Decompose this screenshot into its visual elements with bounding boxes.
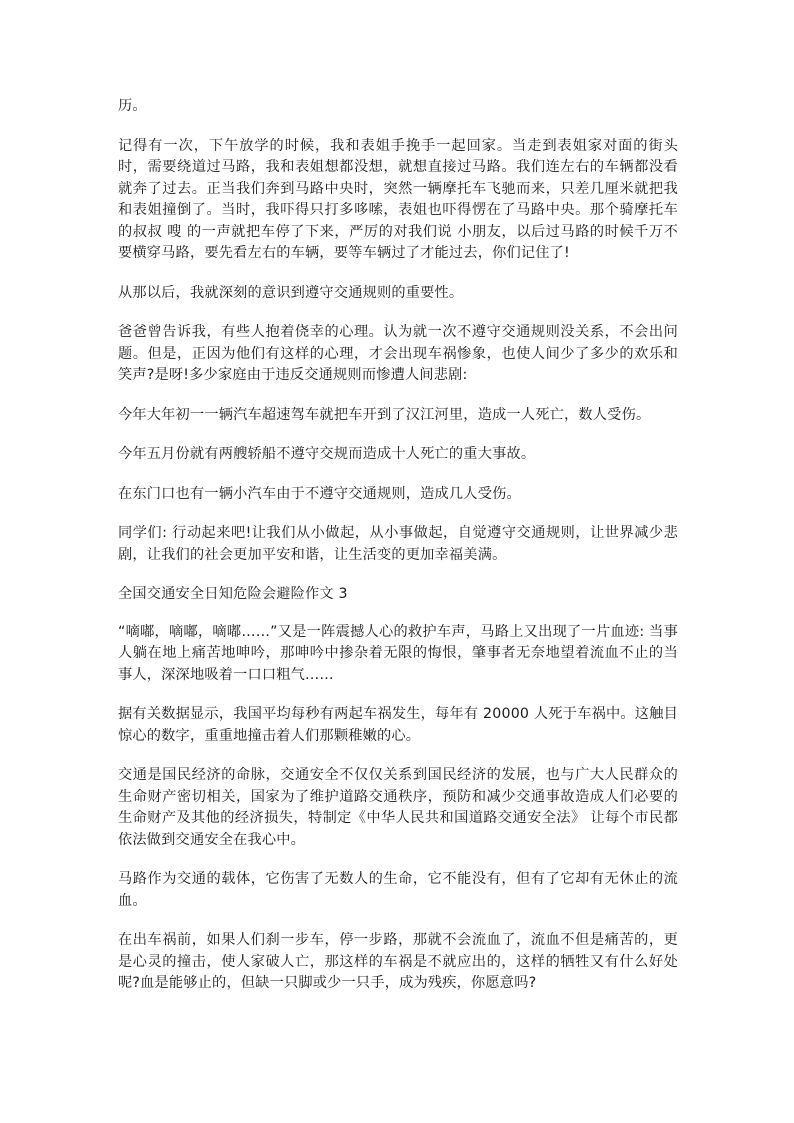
paragraph-accident-3: 在东门口也有一辆小汽车由于不遵守交通规则，造成几人受伤。 xyxy=(118,485,521,502)
paragraph-fragment: 历。 xyxy=(118,98,147,114)
paragraph-road: 马路作为交通的载体，它伤害了无数人的生命，它不能没有，但有了它却有无休止的流血。 xyxy=(118,871,678,909)
document-body xyxy=(118,96,678,1013)
paragraph-realization: 从那以后，我就深刻的意识到遵守交通规则的重要性。 xyxy=(118,284,464,301)
paragraph-before-accident: 在出车祸前，如果人们刹一步车，停一步路，那就不会流血了，流血不但是痛苦的，更是心灵的撞击，使人家破人亡，那这样的车祸是不就应出的，这样的牺牲又有什么好处呢?血是能够止的，但缺一只脚或少一只手，成为残疾，你愿意吗? xyxy=(118,932,678,991)
paragraph-memory: 记得有一次，下午放学的时候，我和表姐手挽手一起回家。当走到表姐家对面的街头时，需要绕道过马路，我和表姐想都没想，就想直接过马路。我们连左右的车辆都没看就奔了过去。正当我们奔到马路中央时，突然一辆摩托车飞驰而来，只差几厘米就把我和表姐撞倒了。当时，我吓得只打多哆嗦，表姐也吓得愣在了马路中央。那个骑摩托车的叔叔 嗖 的一声就把车停了下来，严厉的对我们说 小朋友，以后过马路的时候千万不要横穿马路，要先看左右的车辆，要等车辆过了才能过去，你们记住了! xyxy=(118,137,678,261)
paragraph-accident-2: 今年五月份就有两艘轿船不遵守交规而造成十人死亡的重大事故。 xyxy=(118,446,536,462)
paragraph-accident-1: 今年大年初一一辆汽车超速驾车就把车开到了汉江河里，造成一人死亡，数人受伤。 xyxy=(118,406,651,423)
essay-title: 全国交通安全日知危险会避险作文 3 xyxy=(118,586,348,602)
paragraph-traffic-law: 交通是国民经济的命脉，交通安全不仅仅关系到国民经济的发展，也与广大人民群众的生命财产密切相关，国家为了维护道路交通秩序，预防和减少交通事故造成人们必要的生命财产及其他的经济损失，特制定《中华人民共和国道路交通安全法》 让每个市民都依法做到交通安全在我心中。 xyxy=(118,767,678,848)
paragraph-call-to-action: 同学们: 行动起来吧!让我们从小做起，从小事做起，自觉遵守交通规则，让世界减少悲剧，让我们的社会更加平安和谐，让生活变的更加幸福美满。 xyxy=(118,525,678,563)
paragraph-statistics: 据有关数据显示，我国平均每秒有两起车祸发生，每年有 20000 人死于车祸中。这触目惊心的数字，重重地撞击着人们那颗稚嫩的心。 xyxy=(118,706,678,744)
paragraph-ambulance: “嘀嘟，嘀嘟，嘀嘟……”又是一阵震撼人心的救护车声，马路上又出现了一片血迹: 当事人躺在地上痛苦地呻吟，那呻吟中掺杂着无限的悔恨，肇事者无奈地望着流血不止的当事人，深深地吸着一口口粗气…… xyxy=(118,623,678,683)
paragraph-father-advice: 爸爸曾告诉我，有些人抱着侥幸的心理。认为就一次不遵守交通规则没关系，不会出问题。但是，正因为他们有这样的心理，才会出现车祸惨象，也使人间少了多少的欢乐和笑声?是呀!多少家庭由于违反交通规则而惨遭人间悲剧: xyxy=(118,324,678,383)
